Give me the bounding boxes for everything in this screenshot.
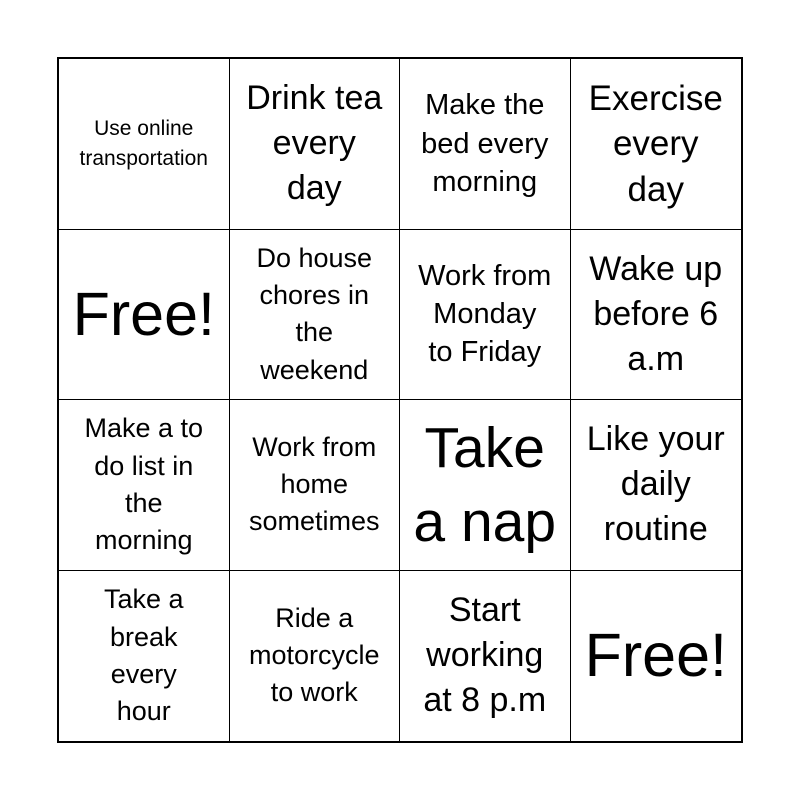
bingo-cell[interactable] xyxy=(400,59,571,230)
bingo-cell-text: Wake up before 6 a.m xyxy=(589,249,723,378)
bingo-cell-text: Work from Monday to Friday xyxy=(418,259,552,369)
bingo-cell-text: Start working at 8 p.m xyxy=(423,591,547,720)
bingo-free-cell[interactable] xyxy=(59,230,230,401)
bingo-cell[interactable] xyxy=(571,400,742,571)
bingo-cell[interactable] xyxy=(400,230,571,401)
bingo-cell[interactable] xyxy=(571,230,742,401)
bingo-board xyxy=(57,57,743,743)
bingo-cell[interactable] xyxy=(230,400,401,571)
bingo-cell-text: Take a nap xyxy=(413,415,557,554)
bingo-cell-text: Do house chores in the weekend xyxy=(256,242,373,385)
bingo-cell-text: Use online transportation xyxy=(79,116,208,170)
bingo-cell-text: Free! xyxy=(584,621,727,690)
bingo-cell[interactable] xyxy=(571,59,742,230)
bingo-cell-text: Take a break every hour xyxy=(103,584,184,726)
bingo-cell-text: Work from home sometimes xyxy=(248,431,380,537)
bingo-cell[interactable] xyxy=(230,59,401,230)
bingo-cell-text: Ride a motorcycle to work xyxy=(248,602,380,708)
bingo-cell[interactable] xyxy=(400,400,571,571)
bingo-cell[interactable] xyxy=(400,571,571,742)
bingo-cell-text: Like your daily routine xyxy=(586,420,725,549)
bingo-cell-text: Exercise every day xyxy=(588,78,723,209)
bingo-cell-text: Free! xyxy=(72,279,215,348)
bingo-free-cell[interactable] xyxy=(571,571,742,742)
bingo-cell[interactable] xyxy=(230,571,401,742)
bingo-cell[interactable] xyxy=(59,571,230,742)
bingo-cell-text: Drink tea every day xyxy=(246,79,383,208)
bingo-cell-text: Make a to do list in the morning xyxy=(84,413,204,555)
bingo-cell-text: Make the bed every morning xyxy=(421,89,549,198)
bingo-cell[interactable] xyxy=(59,59,230,230)
bingo-cell[interactable] xyxy=(230,230,401,401)
bingo-cell[interactable] xyxy=(59,400,230,571)
